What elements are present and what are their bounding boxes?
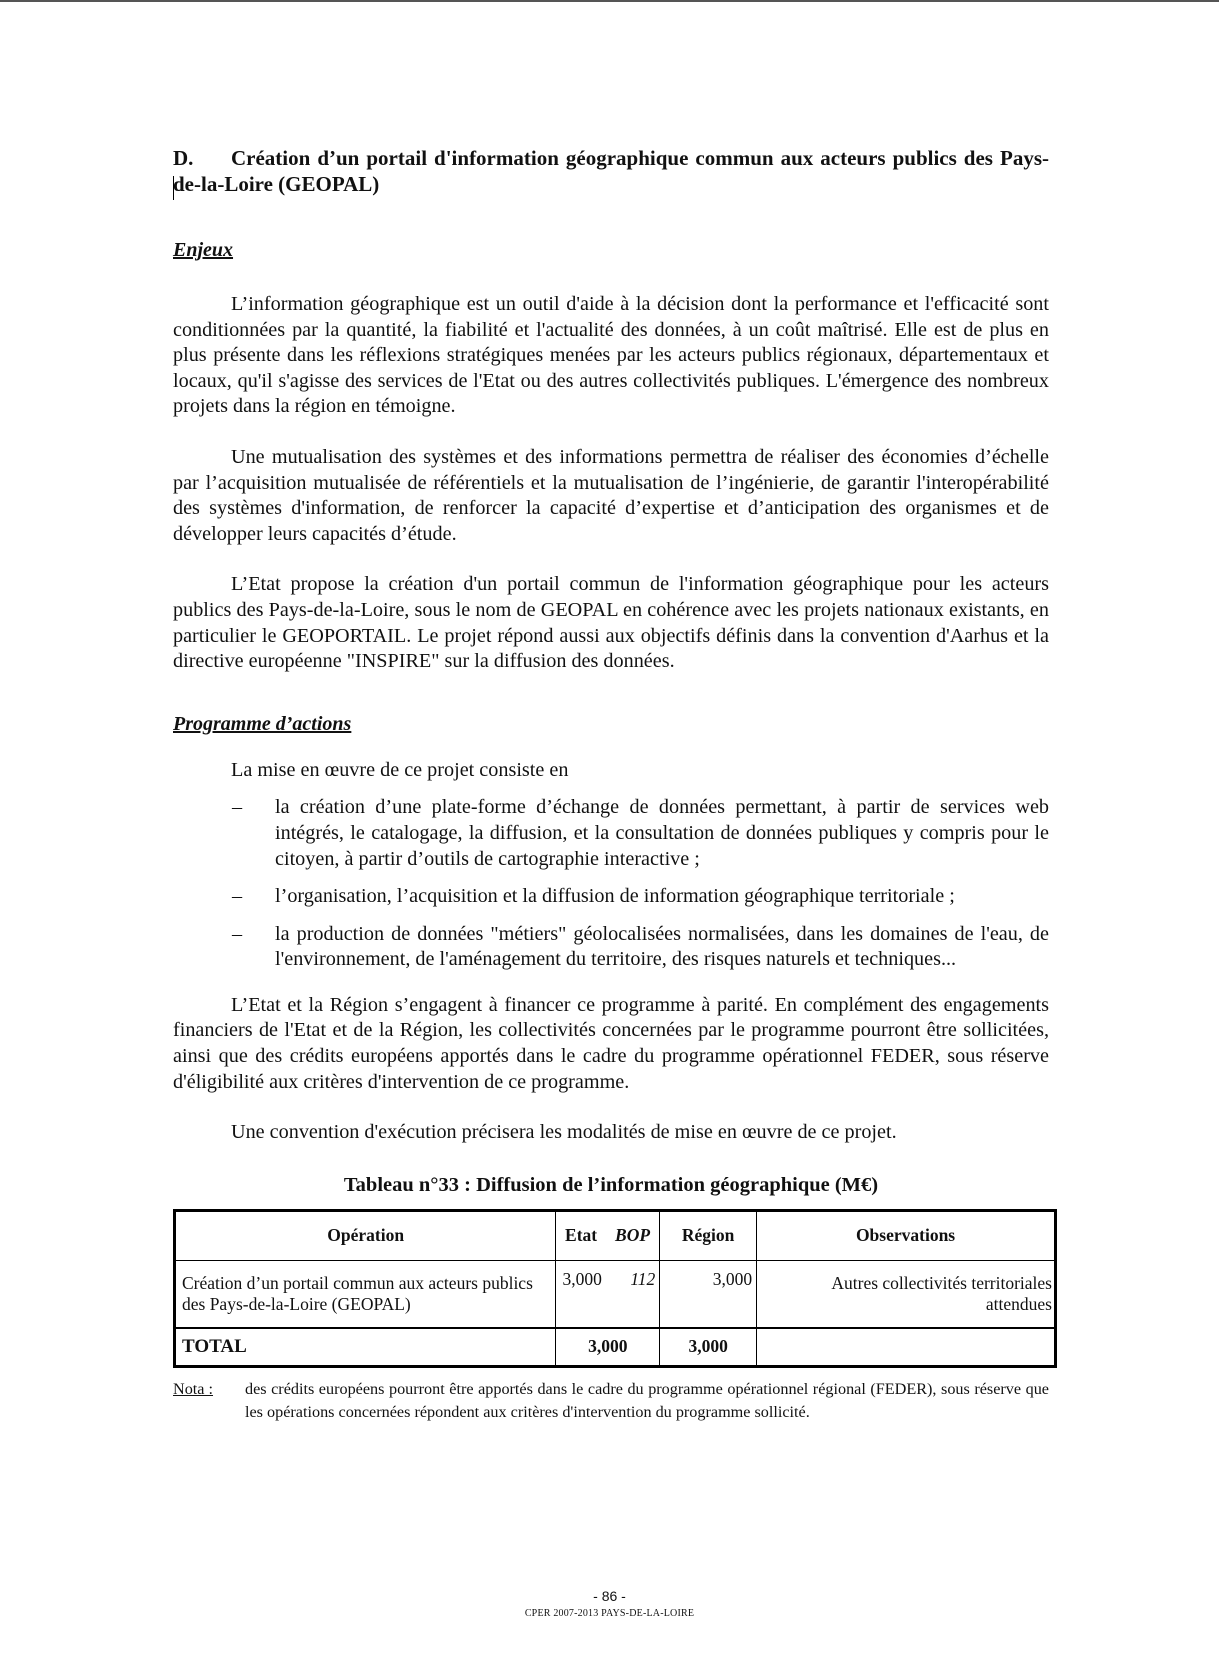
table-title: Tableau n°33 : Diffusion de l’information géographique (M€) [343, 1173, 879, 1196]
section-title: Création d’un portail d'information géographique commun aux acteurs publics des Pays-de-la-Loire (GEOPAL) [173, 146, 1049, 196]
page-number: - 86 - [593, 1588, 626, 1604]
total-region: 3,000 [660, 1328, 757, 1367]
action-item [173, 795, 1049, 872]
financing-table [173, 1209, 1057, 1368]
total-observations [757, 1328, 1056, 1367]
programme-intro: La mise en œuvre de ce projet consiste en [231, 758, 569, 781]
enjeux-paragraph-2: Une mutualisation des systèmes et des informations permettra de réaliser des économies d’échelle par l’acquisition mutualisée de référentiels et la mutualisation de l’ingénierie, de garantir l'interopérabilité des systèmes d'information, de renforcer la capacité d’expertise et d’anticipation des organismes et de développer leurs capacités d’étude. [173, 445, 1049, 545]
bullet-dash: – [232, 885, 243, 908]
header-operation: Opération [175, 1210, 556, 1260]
section-heading [173, 145, 1049, 197]
nota-block [173, 1378, 1049, 1424]
action-list [173, 795, 1049, 973]
nota-text: des crédits européens pourront être apportés dans le cadre du programme opérationnel régional (FEDER), sous réserve que les opérations concernées répondent aux critères d'intervention du programme sollicité. [245, 1379, 1049, 1421]
enjeux-heading: Enjeux [173, 239, 234, 261]
table-row [175, 1260, 1056, 1328]
action-item [173, 884, 1049, 910]
top-border [0, 0, 1219, 2]
cell-etat: 3,000 [556, 1260, 606, 1328]
bullet-dash: – [232, 796, 243, 819]
nota-label: Nota : [173, 1379, 214, 1398]
total-label: TOTAL [175, 1328, 556, 1367]
bullet-dash: – [232, 922, 243, 945]
document-page [173, 145, 1052, 1424]
financing-paragraph: L’Etat et la Région s’engagent à financer ce programme à parité. En complément des engagements financiers de l'Etat et de la Région, les collectivités concernées par le programme pourront être sollicitées, ainsi que des crédits européens apportés dans le cadre du programme opérationnel FEDER, sous réserve d'éligibilité aux critères d'intervention de ce programme. [173, 993, 1049, 1093]
table-total-row [175, 1328, 1056, 1367]
cell-region: 3,000 [660, 1260, 757, 1328]
enjeux-paragraph-3: L’Etat propose la création d'un portail commun de l'information géographique pour les acteurs publics des Pays-de-la-Loire, sous le nom de GEOPAL en cohérence avec les projets nationaux existants, en particulier le GEOPORTAIL. Le projet répond aussi aux objectifs définis dans la convention d'Aarhus et la directive européenne "INSPIRE" sur la diffusion des données. [173, 573, 1049, 673]
section-letter: D. [173, 146, 194, 170]
header-etat: Etat [556, 1210, 606, 1260]
action-item [173, 922, 1049, 973]
action-text: la production de données "métiers" géolocalisées normalisées, dans les domaines de l'eau, de l'environnement, de l'aménagement du territoire, des risques naturels et techniques... [275, 922, 1049, 971]
table-header-row [175, 1210, 1056, 1260]
footer-text: CPER 2007-2013 PAYS-DE-LA-LOIRE [524, 1608, 695, 1619]
action-text: l’organisation, l’acquisition et la diffusion de information géographique territoriale ; [275, 885, 955, 908]
cell-bop: 112 [606, 1260, 660, 1328]
programme-heading: Programme d’actions [173, 712, 352, 735]
header-region: Région [660, 1210, 757, 1260]
enjeux-paragraph-1: L’information géographique est un outil d'aide à la décision dont la performance et l'efficacité sont conditionnées par la quantité, la fiabilité et l'actualité des données, à un coût maîtrisé. Elle est de plus en plus présente dans les réflexions stratégiques menées par les acteurs publics régionaux, départementaux et locaux, qu'il s'agisse des services de l'Etat ou des autres collectivités publiques. L'émergence des nombreux projets dans la région en témoigne. [173, 293, 1049, 418]
header-bop: BOP [606, 1210, 660, 1260]
action-text: la création d’une plate-forme d’échange de données permettant, à partir de services web intégrés, le catalogage, la diffusion, et la consultation de données publiques y compris pour le citoyen, à partir d’outils de cartographie interactive ; [275, 796, 1049, 870]
header-observations: Observations [757, 1210, 1056, 1260]
total-etat: 3,000 [556, 1328, 660, 1367]
cell-observations: Autres collectivités territoriales attendues [757, 1260, 1056, 1328]
cell-operation: Création d’un portail commun aux acteurs publics des Pays-de-la-Loire (GEOPAL) [175, 1260, 556, 1328]
convention-paragraph: Une convention d'exécution précisera les modalités de mise en œuvre de ce projet. [231, 1121, 897, 1144]
